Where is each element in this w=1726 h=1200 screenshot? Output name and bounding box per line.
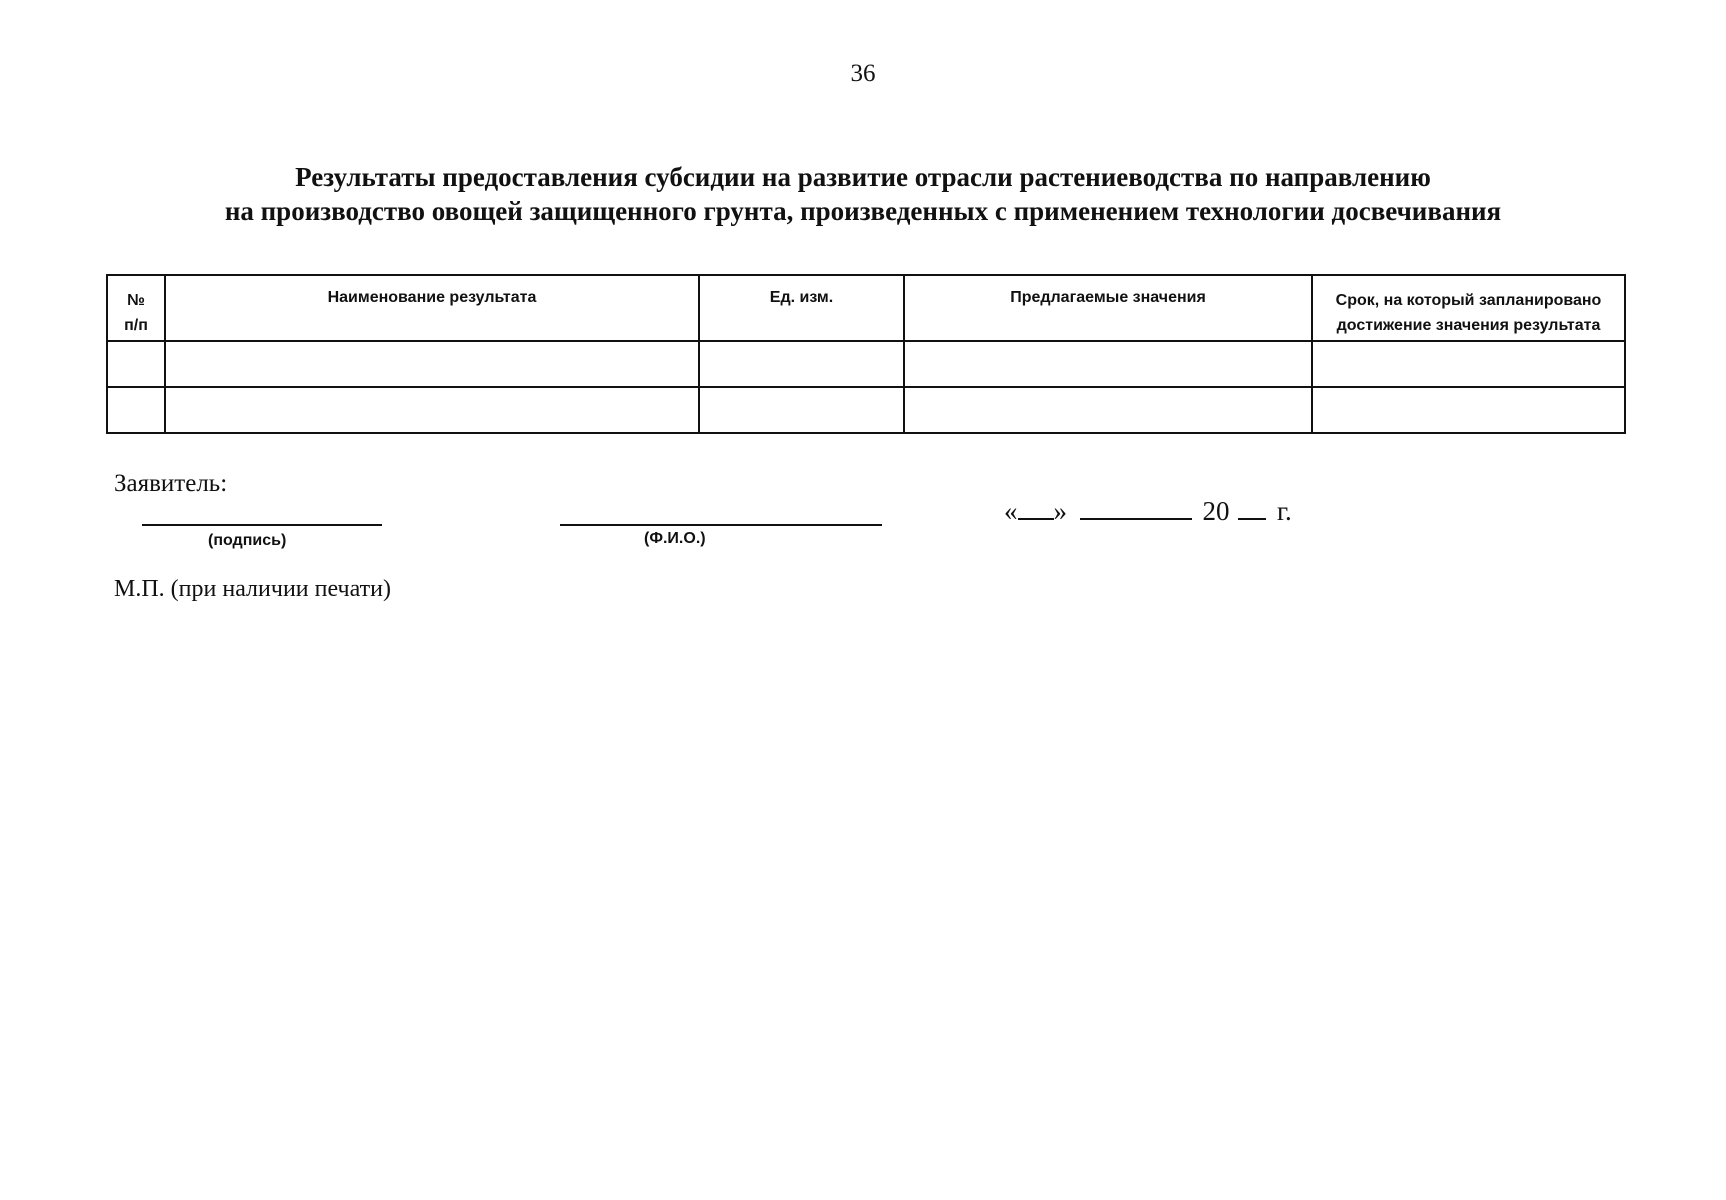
year-prefix: 20 [1202, 496, 1230, 526]
header-deadline-line-1: Срок, на который запланировано [1335, 292, 1602, 309]
date-open-quote: « [1004, 496, 1018, 526]
full-name-caption: (Ф.И.О.) [644, 530, 706, 547]
table-cell[interactable] [904, 387, 1312, 433]
header-number-line-2: п/п [124, 317, 148, 334]
table-row [107, 387, 1625, 433]
header-number-line-1: № [127, 292, 145, 309]
stamp-note: М.П. (при наличии печати) [114, 576, 391, 602]
header-unit: Ед. изм. [699, 275, 904, 341]
header-deadline-line-2: достижение значения результата [1336, 317, 1601, 334]
table-cell[interactable] [165, 341, 699, 387]
table-cell[interactable] [107, 341, 165, 387]
date-field [1004, 496, 1292, 527]
page-number: 36 [850, 60, 876, 87]
header-number [107, 275, 165, 341]
table-cell[interactable] [699, 387, 904, 433]
month-blank[interactable] [1080, 496, 1192, 520]
table-cell[interactable] [904, 341, 1312, 387]
table-cell[interactable] [1312, 341, 1625, 387]
table-header-row [107, 275, 1625, 341]
header-proposed-values: Предлагаемые значения [904, 275, 1312, 341]
results-table [106, 274, 1626, 434]
header-deadline [1312, 275, 1625, 341]
table-cell[interactable] [1312, 387, 1625, 433]
title-line-2: на производство овощей защищенного грунта, произведенных с применением технологии досвечивания [224, 196, 1502, 226]
full-name-line[interactable] [560, 524, 882, 526]
header-result-name: Наименование результата [165, 275, 699, 341]
table-row [107, 341, 1625, 387]
day-blank[interactable] [1018, 496, 1054, 520]
signature-line[interactable] [142, 524, 382, 526]
date-close-quote: » [1053, 496, 1067, 526]
table-cell[interactable] [165, 387, 699, 433]
document-title [0, 160, 1726, 228]
year-blank[interactable] [1238, 496, 1266, 520]
title-line-1: Результаты предоставления субсидии на развитие отрасли растениеводства по направлению [295, 162, 1431, 192]
signature-caption: (подпись) [208, 532, 287, 549]
table-cell[interactable] [699, 341, 904, 387]
year-suffix: г. [1277, 496, 1292, 526]
table-cell[interactable] [107, 387, 165, 433]
applicant-label: Заявитель: [114, 470, 228, 497]
